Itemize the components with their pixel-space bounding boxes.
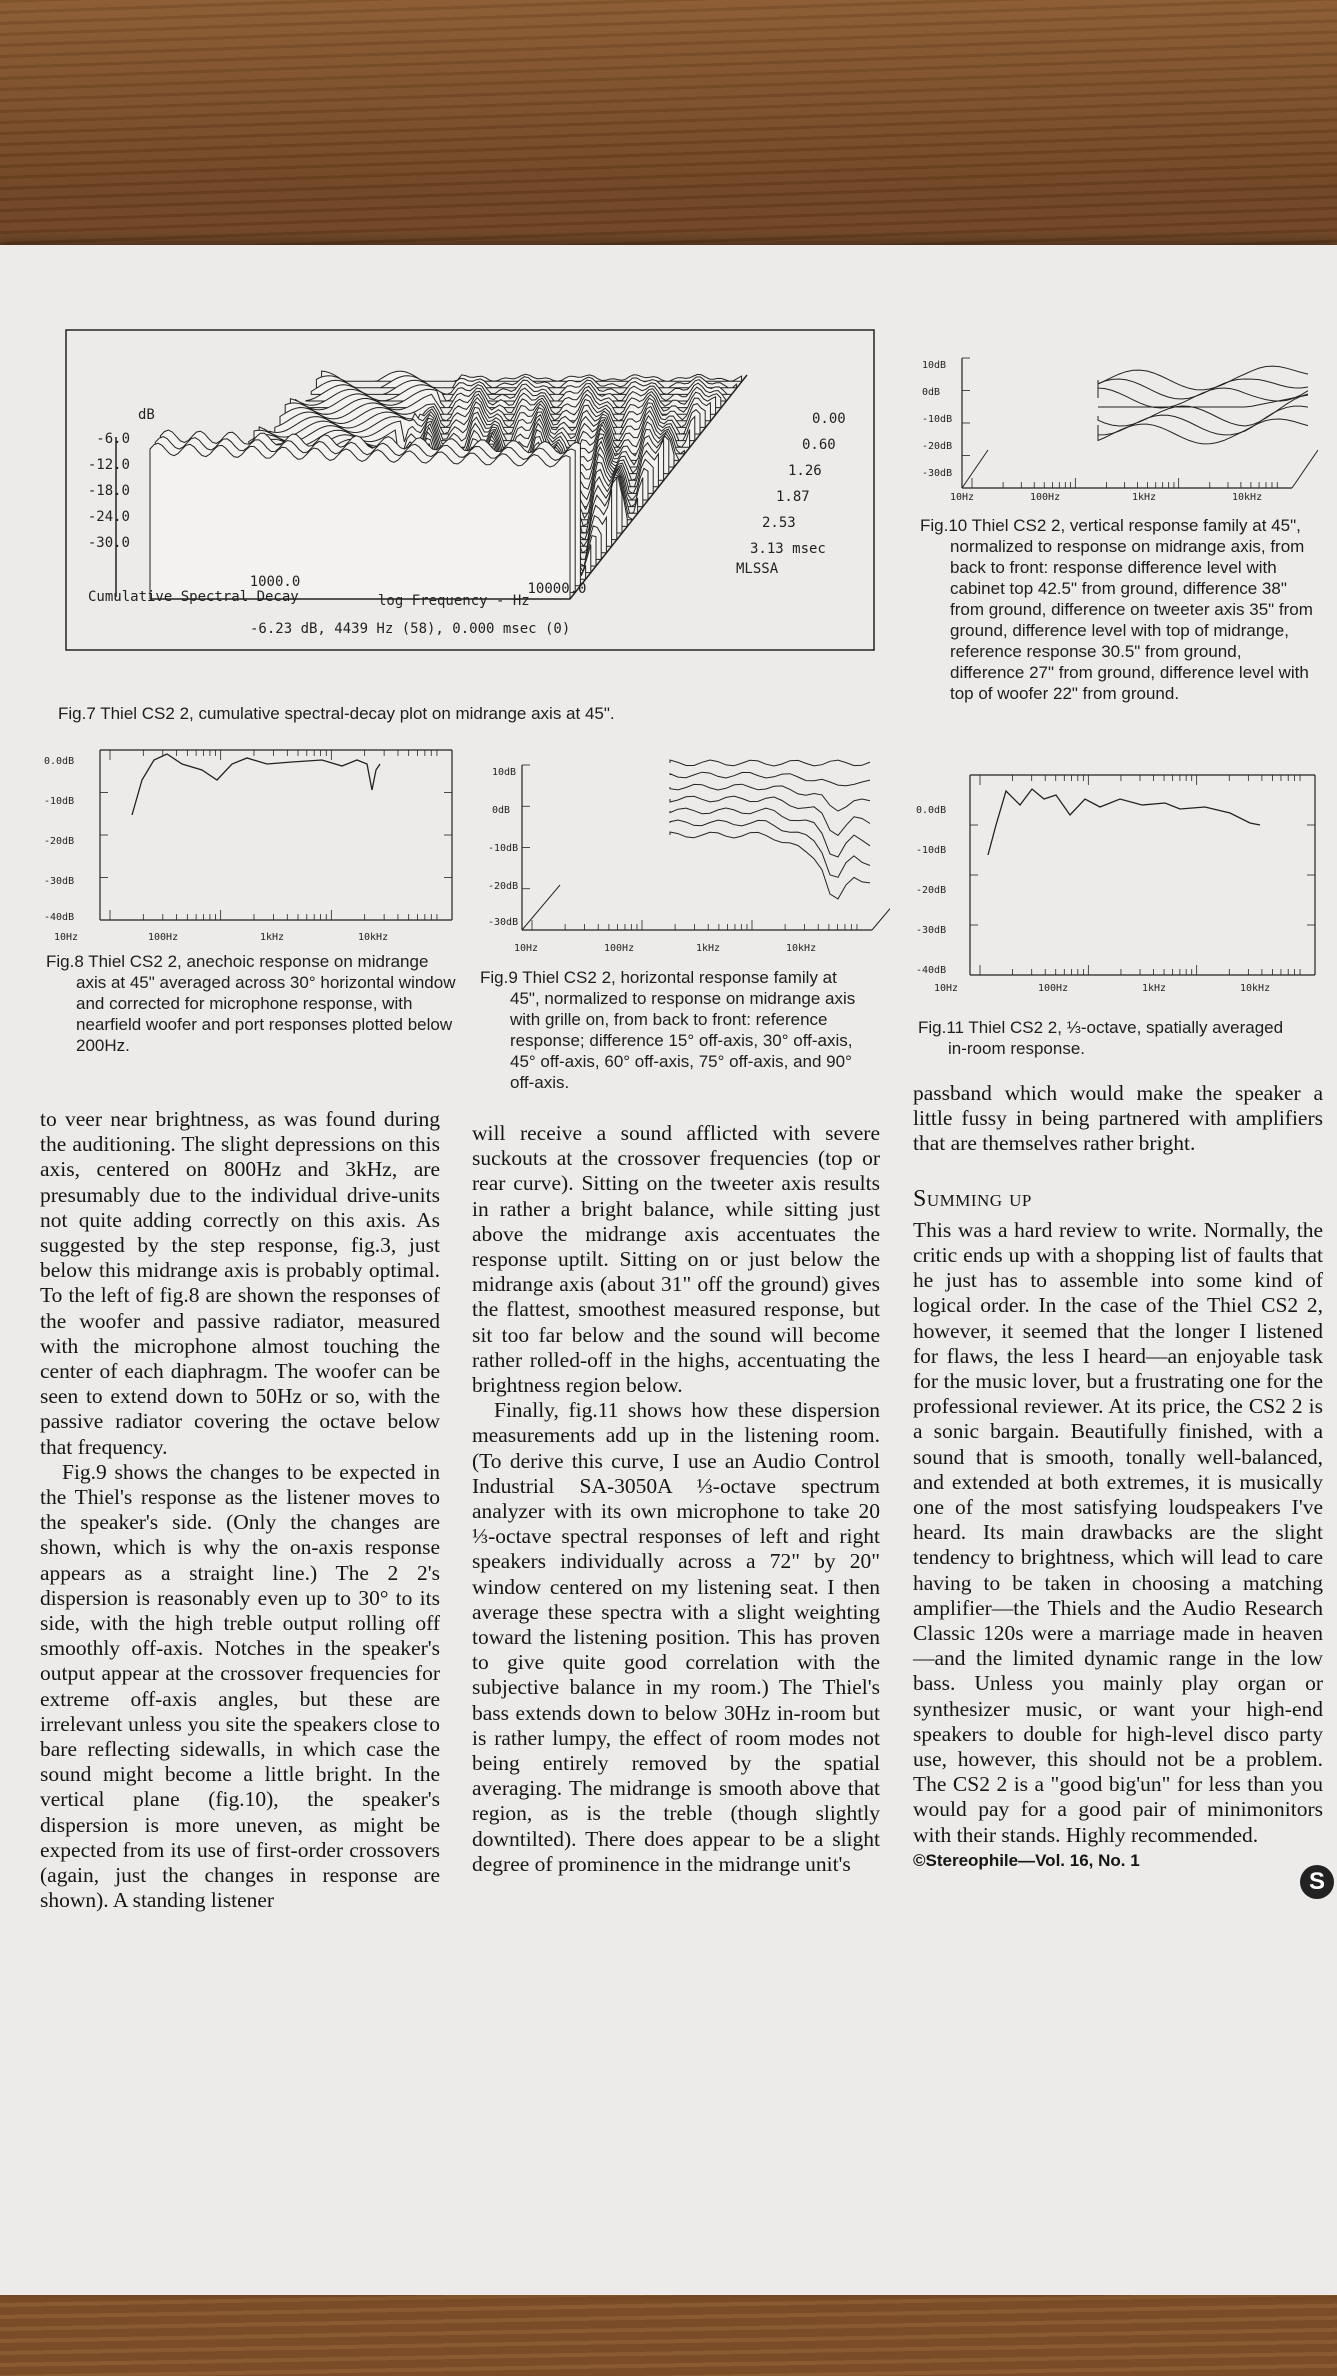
fig7-ms-tick: 1.87 (776, 489, 810, 505)
fig9-x-tick: 10Hz (514, 943, 539, 954)
fig9-x-tick: 10kHz (786, 943, 817, 954)
fig10-caption (920, 515, 1320, 704)
fig10-response-curve (1098, 388, 1308, 408)
fig9-caption (480, 967, 880, 1093)
fig7-axis-title-left: Cumulative Spectral Decay (88, 589, 299, 605)
fig7-db-label: dB (138, 407, 155, 423)
col2-paragraph: Finally, fig.11 shows how these dispersion measurements add up in the listening room. (To derive this curve, I use an Audio Control Industrial SA-3050A ⅓-octave spectrum analyzer with its own microphone to take 20 ⅓-octave spectral responses of left and right speakers individually across a 72" by 20" window centered on my listening seat. I then average these spectra with a slight weighting toward the listening position. This has proven to give quite good correlation with the subjective balance in my room.) The Thiel's bass extends down to below 30Hz in-room but is rather lumpy, the effect of room modes not being entirely removed by the spatial averaging. The midrange is smooth above that region, as is the treble (though slightly downtilted). There does appear to be a slight degree of prominence in the midrange unit's (472, 1398, 880, 1876)
col2-paragraph: will receive a sound afflicted with severe suckouts at the crossover frequencies (top or rear curve). Sitting on the tweeter axis results in rather a bright balance, while sitting just above the midrange axis accentuates the response uptilt. Sitting on or just below the midrange axis (about 31" off the ground) gives the flattest, smoothest measured response, but sit too far below and the sound will become rather rolled-off in the highs, accentuating the brightness region below. (472, 1121, 880, 1398)
fig8-x-tick: 10kHz (358, 932, 389, 943)
fig9-y-tick: -20dB (488, 881, 519, 892)
fig10-curves (962, 366, 1318, 488)
fig9-y-tick: -10dB (488, 843, 519, 854)
fig11-caption (918, 1017, 1318, 1059)
fig7-freq-tick: 10000.0 (527, 581, 587, 597)
fig7-ms-tick: 0.60 (802, 437, 836, 453)
fig7-ms-tick: 3.13 msec (750, 541, 826, 557)
fig10-caption-rest: normalized to response on midrange axis, from back to front: response difference level with cabinet top 42.5" from ground, difference 38" from ground, difference on tweeter axis 35" from ground, difference level with top of midrange, reference response 30.5" from ground, difference 27" from ground, difference level with top of woofer 22" from ground. (950, 537, 1313, 703)
section-heading: Summing up (913, 1185, 1032, 1212)
fig7-ms-tick: 2.53 (762, 515, 796, 531)
fig10-response-curve (1098, 394, 1308, 426)
article-column-2 (472, 1121, 880, 1877)
fig7-ms-tick: 1.26 (788, 463, 822, 479)
fig11-y-tick: 0.0dB (916, 805, 947, 816)
fig10-y-tick: 0dB (922, 387, 941, 398)
fig7-db-tick: -18.0 (87, 483, 130, 499)
fig10-response-curve (1098, 419, 1308, 444)
col3-paragraph: This was a hard review to write. Normally, the critic ends up with a shopping list of faults that he just has to assemble into some kind of logical order. In the case of the Thiel CS2 2, however, it seemed that the longer I listened for flaws, the less I heard—an enjoyable task for the music lover, but a frustrating one for the professional reviewer. At its price, the CS2 2 is a sonic bargain. Beautifully finished, with a sound that is smooth, tonally well-balanced, and extended at both extremes, it is musically one of the most satisfying loudspeakers I've heard. Its main drawbacks are the slight tendency to brightness, which will lead to care having to be taken in choosing a matching amplifier—the Thiels and the Audio Research Classic 120s were a marriage made in heaven—and the limited dynamic range in the low bass. Unless you mainly play organ or synthesizer music, or want your high-end speakers to double for high-level disco party use, however, this should not be a problem. The CS2 2 is a "good big'un" for less than you would pay for a good pair of minimonitors with their stands. Highly recommended. (913, 1217, 1323, 1847)
magazine-credit: ©Stereophile—Vol. 16, No. 1 (913, 1850, 1140, 1870)
fig8-y-tick: -10dB (44, 796, 75, 807)
fig10-y-tick: -30dB (922, 468, 953, 479)
col1-paragraph: Fig.9 shows the changes to be expected in the Thiel's response as the listener moves to the speaker's side. (Only the changes are shown, which is why the on-axis response appears as a straight line.) The 2 2's dispersion is reasonably even up to 30° to its side, with the high treble output rolling off smoothly off-axis. Notches in the speaker's output appear at the crossover frequencies for extreme off-axis angles, but these are irrelevant unless you site the speakers close to bare reflecting sidewalls, in which case the sound might become a little bright. In the vertical plane (fig.10), the speaker's dispersion is more uneven, as might be expected from its use of first-order crossovers (again, just the changes in response are shown). A standing listener (40, 1459, 440, 1913)
fig9-caption-lead: Fig.9 Thiel CS2 2, horizontal response family at (480, 968, 837, 987)
fig9-curves (522, 760, 890, 930)
col3-paragraph: passband which would make the speaker a little fussy in being partnered with amplifiers that are themselves rather bright. (913, 1081, 1323, 1156)
fig9-response-curve (670, 772, 870, 786)
fig8-y-tick: -30dB (44, 876, 75, 887)
fig7-waterfall (150, 371, 747, 599)
fig10-caption-lead: Fig.10 Thiel CS2 2, vertical response family at 45", (920, 516, 1301, 535)
fig8-x-tick: 10Hz (54, 932, 79, 943)
wooden-table-top (0, 0, 1337, 260)
fig7-db-tick: -30.0 (87, 535, 130, 551)
fig10-x-tick: 10kHz (1232, 492, 1263, 503)
fig7-ms-tick: 0.00 (812, 411, 846, 427)
fig7-readout: -6.23 dB, 4439 Hz (58), 0.000 msec (0) (250, 621, 571, 637)
fig8-y-tick: -20dB (44, 836, 75, 847)
fig9-depth-axis (872, 885, 890, 930)
fig10-depth-axis (1292, 450, 1318, 488)
fig11-caption-rest: in-room response. (948, 1039, 1086, 1058)
fig8-caption (46, 951, 466, 1056)
fig8-response-curve (132, 754, 380, 815)
fig10-response-curve (1098, 395, 1308, 407)
fig9-frame (522, 765, 872, 930)
fig10-x-tick: 1kHz (1132, 492, 1157, 503)
fig7-caption: Fig.7 Thiel CS2 2, cumulative spectral-decay plot on midrange axis at 45". (58, 704, 615, 723)
fig7-axis-title-right: log Frequency - Hz (378, 593, 530, 609)
fig7-db-tick: -6.0 (96, 431, 130, 447)
fig8-caption-lead: Fig.8 Thiel CS2 2, anechoic response on midrange (46, 952, 429, 971)
fig8-caption-rest: axis at 45" averaged across 30° horizontal window and corrected for microphone response, with nearfield woofer and port responses plotted below 200Hz. (76, 973, 456, 1055)
fig9-response-curve (670, 796, 870, 835)
fig11-caption-lead: Fig.11 Thiel CS2 2, ⅓-octave, spatially averaged (918, 1018, 1284, 1037)
fig9-y-tick: -30dB (488, 917, 519, 928)
fig10-x-tick: 100Hz (1030, 492, 1061, 503)
col1-paragraph: to veer near brightness, as was found during the auditioning. The slight depressions on this axis, centered on 800Hz and 3kHz, are presumably due to the individual drive-units not quite adding correctly on this axis. As suggested by the step response, fig.3, just below this midrange axis is probably optimal. To the left of fig.8 are shown the responses of the woofer and passive radiator, measured with the microphone almost touching the center of each diaphragm. The woofer can be seen to extend down to 50Hz or so, with the passive radiator covering the octave below that frequency. (40, 1107, 440, 1459)
fig7-db-tick: -12.0 (87, 457, 130, 473)
fig8-y-tick: 0.0dB (44, 756, 75, 767)
fig10-y-tick: 10dB (922, 360, 947, 371)
fig10-x-tick: 10Hz (950, 492, 975, 503)
fig11-response-curve (988, 789, 1260, 855)
fig11-y-tick: -10dB (916, 845, 947, 856)
fig11-x-tick: 10kHz (1240, 983, 1271, 994)
fig9-response-curve (670, 832, 870, 899)
fig9-depth-axis (522, 885, 560, 930)
fig8-frame (100, 750, 452, 920)
article-column-3 (913, 1081, 1323, 1873)
fig9-caption-rest: 45", normalized to response on midrange axis with grille on, from back to front: reference response; difference 15° off-axis, 30° off-axis, 45° off-axis, 60° off-axis, 75° off-axis, and 90° off-axis. (510, 989, 856, 1092)
fig9-x-tick: 1kHz (696, 943, 721, 954)
fig11-y-tick: -40dB (916, 965, 947, 976)
fig7-mlssa: MLSSA (736, 561, 779, 577)
fig8-x-tick: 100Hz (148, 932, 179, 943)
fig10-y-tick: -10dB (922, 414, 953, 425)
fig11-chart (910, 755, 1325, 995)
fig10-response-curve (1098, 379, 1308, 399)
fig9-response-curve (670, 820, 870, 877)
fig7-db-tick: -24.0 (87, 509, 130, 525)
fig11-x-tick: 10Hz (934, 983, 959, 994)
fig7-decay-slice (322, 371, 742, 381)
fig9-response-curve (670, 760, 870, 766)
fig10-response-curve (1098, 366, 1308, 390)
fig10-frame (962, 358, 1292, 488)
wooden-table-bottom (0, 2291, 1337, 2376)
article-column-1 (40, 1107, 440, 1914)
fig7-freq-tick: 1000.0 (249, 574, 301, 590)
fig7-chart (60, 327, 880, 657)
fig7-svg (60, 327, 880, 657)
fig8-chart (42, 730, 462, 945)
fig11-x-tick: 100Hz (1038, 983, 1069, 994)
magazine-page (0, 245, 1337, 2295)
fig11-y-tick: -20dB (916, 885, 947, 896)
fig9-x-tick: 100Hz (604, 943, 635, 954)
fig7-decay-slice (150, 443, 570, 599)
fig10-y-tick: -20dB (922, 441, 953, 452)
fig8-y-tick: -40dB (44, 912, 75, 923)
fig8-x-tick: 1kHz (260, 932, 285, 943)
fig9-y-tick: 10dB (492, 767, 517, 778)
fig11-y-tick: -30dB (916, 925, 947, 936)
fig9-y-tick: 0dB (492, 805, 511, 816)
fig10-chart (918, 340, 1318, 525)
fig9-chart (470, 745, 890, 955)
fig11-x-tick: 1kHz (1142, 983, 1167, 994)
stereophile-logo: S (1300, 1865, 1334, 1899)
